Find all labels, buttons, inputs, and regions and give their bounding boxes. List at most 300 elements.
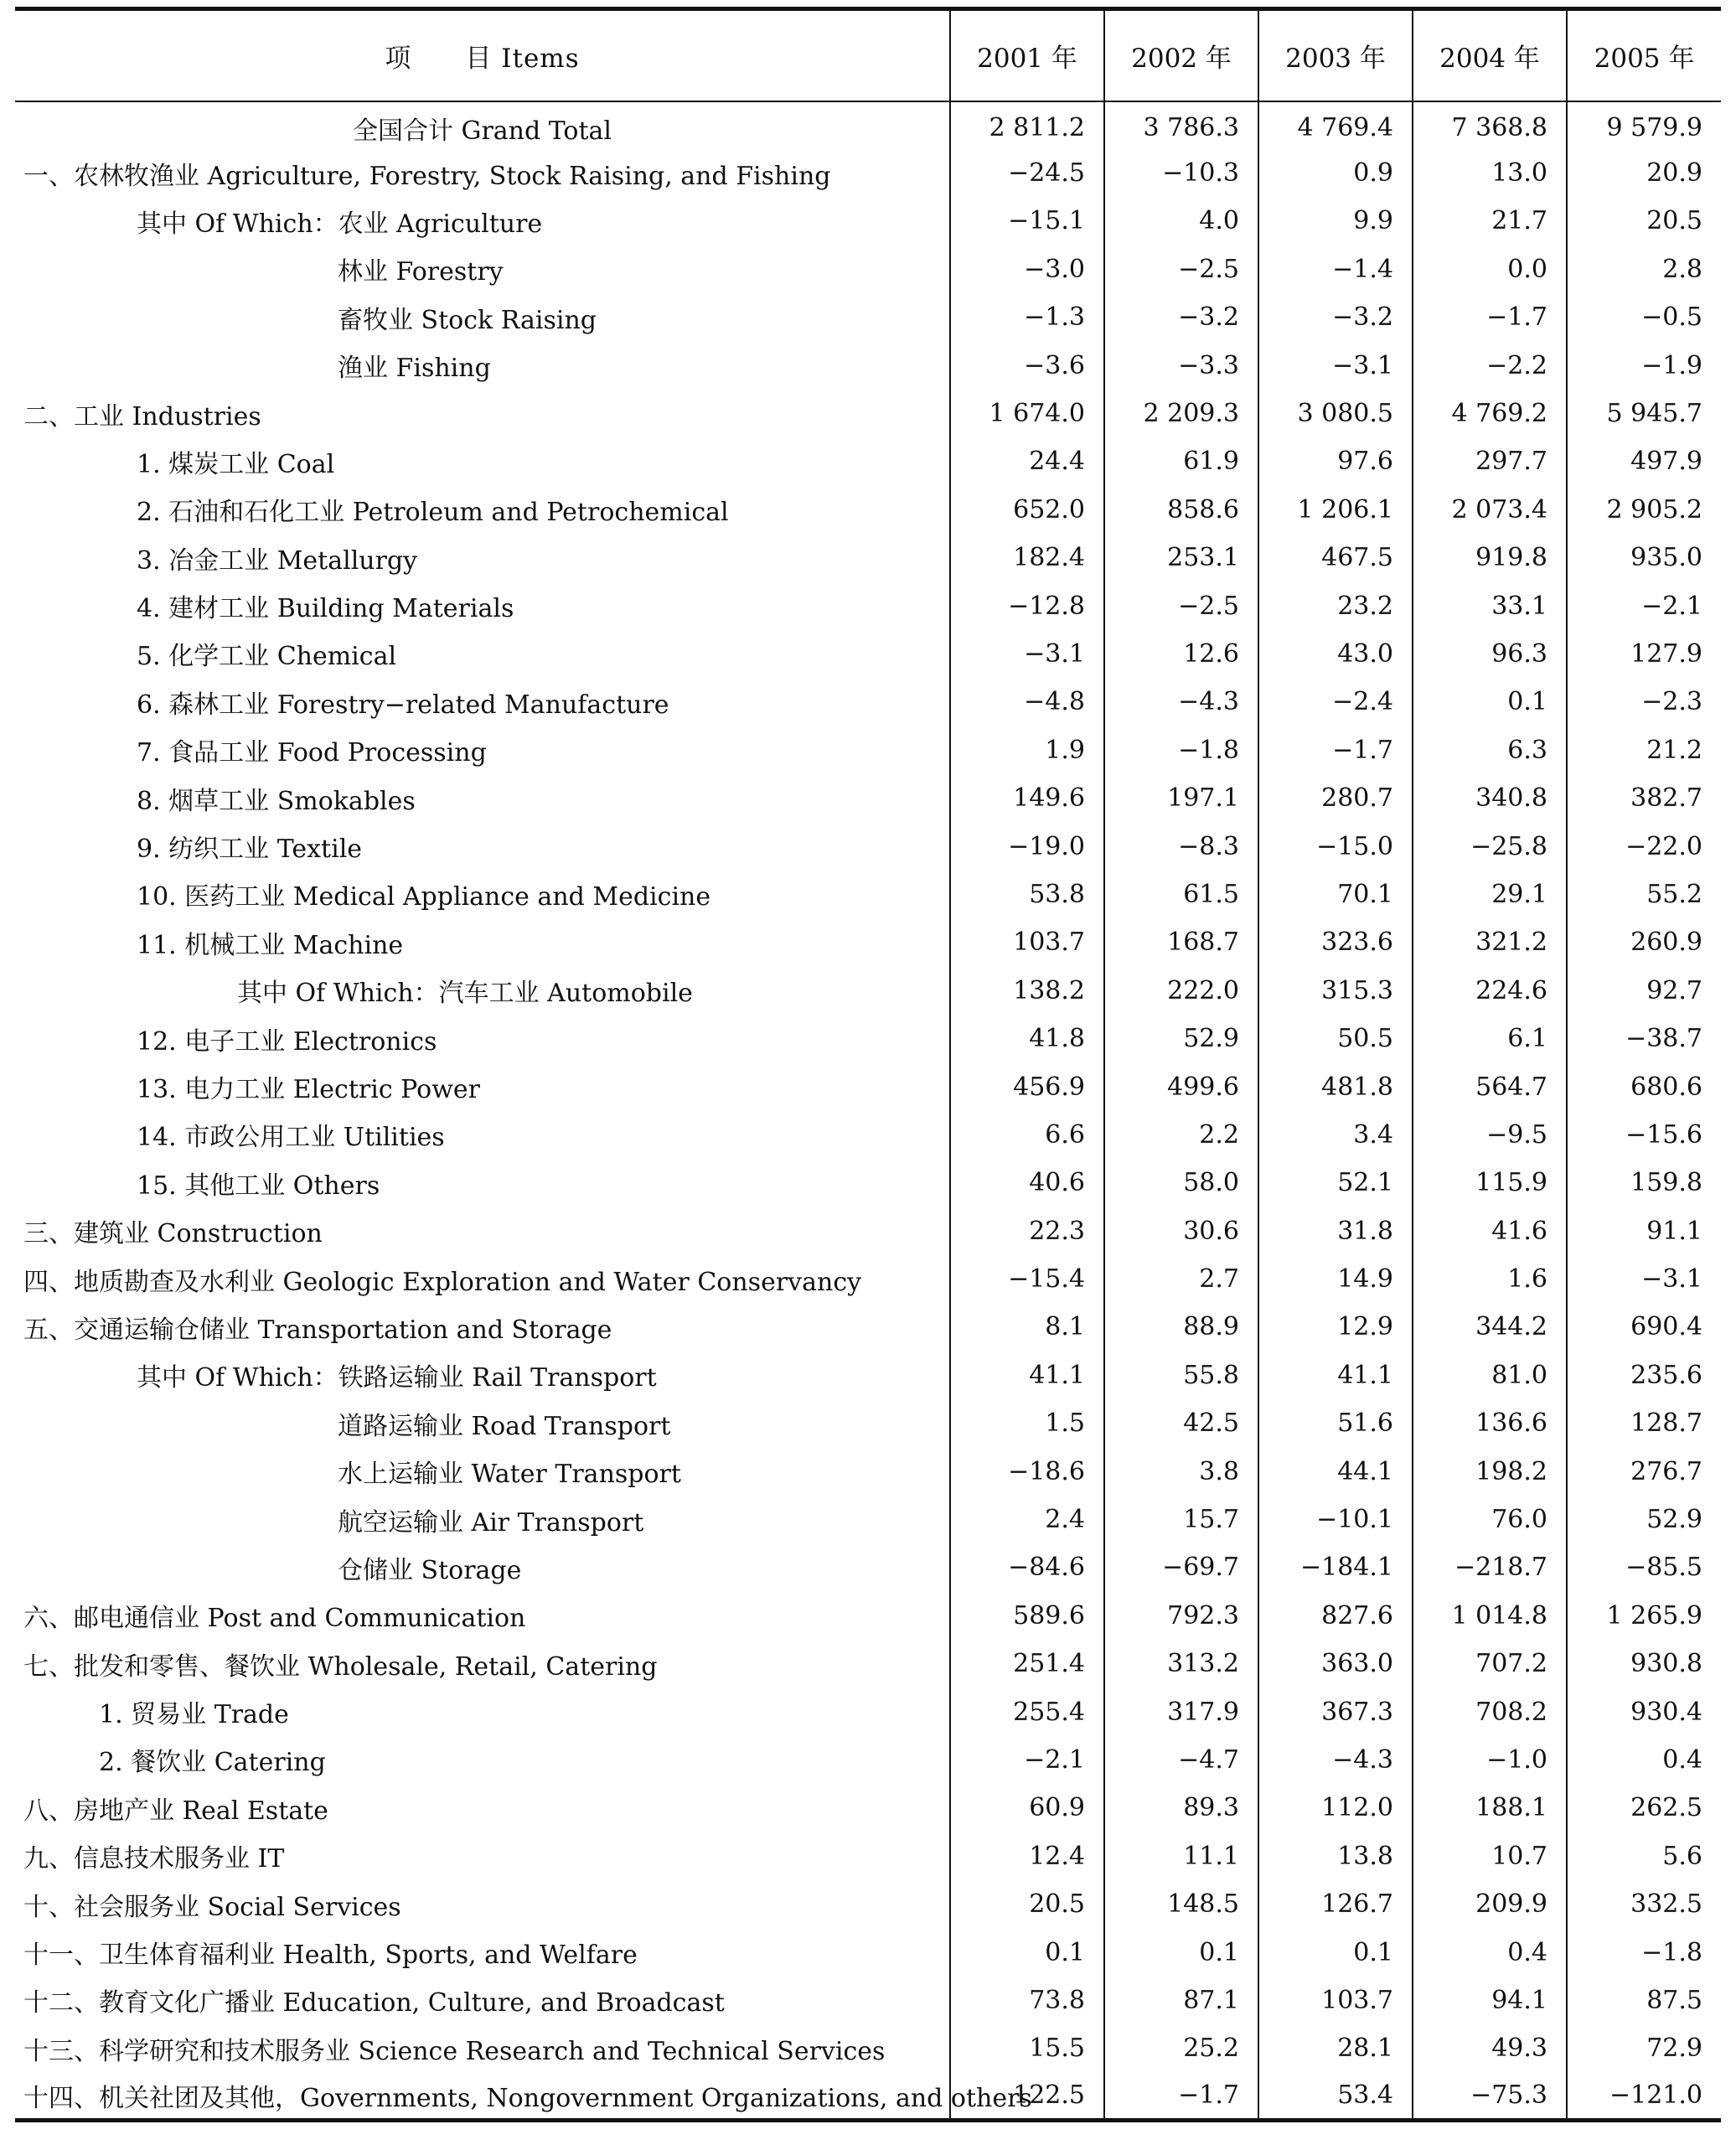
row-value: 13.8 <box>1258 1832 1413 1880</box>
row-value: −3.2 <box>1104 293 1258 341</box>
table-row <box>15 1977 1721 2024</box>
row-label: 5. 化学工业 Chemical <box>137 642 397 672</box>
row-value: 2 209.3 <box>1104 390 1258 437</box>
row-value: 9.9 <box>1258 197 1413 245</box>
row-value: 260.9 <box>1567 918 1721 966</box>
table-row <box>15 918 1721 966</box>
row-label: 林业 Forestry <box>338 257 504 287</box>
row-value: 12.9 <box>1258 1303 1413 1351</box>
row-value: 332.5 <box>1567 1880 1721 1928</box>
row-value: −12.8 <box>950 581 1104 629</box>
row-value: 53.8 <box>950 871 1104 918</box>
row-value: 159.8 <box>1567 1159 1721 1207</box>
row-value: 3.8 <box>1104 1447 1258 1495</box>
row-value: 321.2 <box>1413 918 1567 966</box>
row-label: 八、房地产业 Real Estate <box>23 1796 328 1826</box>
row-value: 24.4 <box>950 437 1104 485</box>
row-label: 13. 电力工业 Electric Power <box>137 1075 480 1104</box>
row-value: 930.8 <box>1567 1640 1721 1687</box>
row-value: 115.9 <box>1413 1159 1567 1207</box>
table-row <box>15 1736 1721 1784</box>
row-value: 10.7 <box>1413 1832 1567 1880</box>
row-value: −3.3 <box>1104 341 1258 389</box>
row-value: 42.5 <box>1104 1399 1258 1447</box>
row-value: 97.6 <box>1258 437 1413 485</box>
row-value: −1.0 <box>1413 1736 1567 1784</box>
row-value: 21.2 <box>1567 726 1721 774</box>
row-value: 340.8 <box>1413 774 1567 822</box>
row-value: 92.7 <box>1567 967 1721 1015</box>
row-value: −1.8 <box>1104 726 1258 774</box>
table-row <box>15 630 1721 678</box>
row-value: 0.1 <box>1413 678 1567 726</box>
row-value: 3 080.5 <box>1258 390 1413 437</box>
row-label: 仓储业 Storage <box>338 1555 522 1585</box>
row-value: 858.6 <box>1104 486 1258 534</box>
row-label: 航空运输业 Air Transport <box>338 1507 644 1538</box>
row-value: −1.4 <box>1258 245 1413 293</box>
row-label: 渔业 Fishing <box>338 354 491 384</box>
row-value: −3.0 <box>950 245 1104 293</box>
row-value: 827.6 <box>1258 1592 1413 1640</box>
row-value: −1.3 <box>950 293 1104 341</box>
row-value: 30.6 <box>1104 1207 1258 1254</box>
row-value: −10.3 <box>1104 149 1258 197</box>
row-value: 382.7 <box>1567 774 1721 822</box>
row-label: 1. 煤炭工业 Coal <box>137 449 335 479</box>
row-value: 224.6 <box>1413 967 1567 1015</box>
row-value: 76.0 <box>1413 1496 1567 1543</box>
row-value: 198.2 <box>1413 1447 1567 1495</box>
row-value: 20.9 <box>1567 149 1721 197</box>
table-row <box>15 1928 1721 1976</box>
row-value: −15.1 <box>950 197 1104 245</box>
table-row <box>15 726 1721 774</box>
row-value: 51.6 <box>1258 1399 1413 1447</box>
row-value: 315.3 <box>1258 967 1413 1015</box>
table-row <box>15 1352 1721 1399</box>
row-label: 六、邮电通信业 Post and Communication <box>23 1604 526 1634</box>
row-value: 15.5 <box>950 2024 1104 2072</box>
row-value: −2.1 <box>1567 581 1721 629</box>
row-value: 87.1 <box>1104 1977 1258 2024</box>
row-value: −2.2 <box>1413 341 1567 389</box>
row-value: 103.7 <box>1258 1977 1413 2024</box>
row-label: 8. 烟草工业 Smokables <box>137 786 416 816</box>
row-value: 0.9 <box>1258 149 1413 197</box>
table-row <box>15 871 1721 918</box>
row-label: 一、农林牧渔业 Agriculture, Forestry, Stock Raising, and Fishing <box>23 161 831 191</box>
table-row <box>15 1496 1721 1543</box>
row-value: −4.3 <box>1258 1736 1413 1784</box>
row-value: 168.7 <box>1104 918 1258 966</box>
row-value: −0.5 <box>1567 293 1721 341</box>
row-value: 50.5 <box>1258 1015 1413 1062</box>
row-value: −19.0 <box>950 822 1104 870</box>
row-value: 317.9 <box>1104 1687 1258 1735</box>
row-value: 6.3 <box>1413 726 1567 774</box>
header-year: 2002 年 <box>1104 9 1258 101</box>
row-value: 15.7 <box>1104 1496 1258 1543</box>
row-value: −184.1 <box>1258 1543 1413 1591</box>
row-value: 7 368.8 <box>1413 101 1567 149</box>
row-label: 4. 建材工业 Building Materials <box>137 594 514 624</box>
row-value: −69.7 <box>1104 1543 1258 1591</box>
row-value: 930.4 <box>1567 1687 1721 1735</box>
row-value: 55.2 <box>1567 871 1721 918</box>
row-label: 十二、教育文化广播业 Education, Culture, and Broadcast <box>23 1988 725 2018</box>
table-row <box>15 1543 1721 1591</box>
table-row <box>15 1880 1721 1928</box>
row-value: −218.7 <box>1413 1543 1567 1591</box>
table-row <box>15 1207 1721 1254</box>
data-table <box>15 7 1721 2122</box>
row-value: 919.8 <box>1413 534 1567 581</box>
row-value: 96.3 <box>1413 630 1567 678</box>
row-value: 60.9 <box>950 1784 1104 1832</box>
row-value: 126.7 <box>1258 1880 1413 1928</box>
table-row <box>15 2024 1721 2072</box>
row-label: 3. 冶金工业 Metallurgy <box>137 545 418 576</box>
row-value: 12.6 <box>1104 630 1258 678</box>
row-label: 9. 纺织工业 Textile <box>137 835 363 865</box>
row-value: −1.9 <box>1567 341 1721 389</box>
row-label: 十、社会服务业 Social Services <box>23 1892 401 1922</box>
row-value: 61.9 <box>1104 437 1258 485</box>
row-value: 262.5 <box>1567 1784 1721 1832</box>
row-value: −1.7 <box>1258 726 1413 774</box>
row-value: 33.1 <box>1413 581 1567 629</box>
row-label: 全国合计 Grand Total <box>352 116 612 146</box>
table-row <box>15 486 1721 534</box>
row-label: 五、交通运输仓储业 Transportation and Storage <box>23 1315 612 1345</box>
table-row <box>15 2073 1721 2121</box>
row-value: 253.1 <box>1104 534 1258 581</box>
row-value: 255.4 <box>950 1687 1104 1735</box>
row-value: −1.7 <box>1104 2073 1258 2121</box>
row-value: −9.5 <box>1413 1111 1567 1159</box>
table-row <box>15 341 1721 389</box>
row-value: 2.2 <box>1104 1111 1258 1159</box>
row-value: 103.7 <box>950 918 1104 966</box>
table-row <box>15 245 1721 293</box>
row-value: −4.7 <box>1104 1736 1258 1784</box>
row-value: 209.9 <box>1413 1880 1567 1928</box>
row-value: 52.9 <box>1104 1015 1258 1062</box>
row-value: 55.8 <box>1104 1352 1258 1399</box>
row-value: 1 265.9 <box>1567 1592 1721 1640</box>
row-label: 畜牧业 Stock Raising <box>338 305 597 335</box>
header-year: 2003 年 <box>1258 9 1413 101</box>
row-label: 其中 Of Which：农业 Agriculture <box>137 209 543 239</box>
row-value: 12.4 <box>950 1832 1104 1880</box>
table-row <box>15 967 1721 1015</box>
row-value: 1.6 <box>1413 1255 1567 1303</box>
row-value: 88.9 <box>1104 1303 1258 1351</box>
row-value: 40.6 <box>950 1159 1104 1207</box>
row-value: 31.8 <box>1258 1207 1413 1254</box>
row-value: 323.6 <box>1258 918 1413 966</box>
header-row <box>15 9 1721 101</box>
row-label: 11. 机械工业 Machine <box>137 930 404 960</box>
row-value: 367.3 <box>1258 1687 1413 1735</box>
row-value: −25.8 <box>1413 822 1567 870</box>
row-value: 708.2 <box>1413 1687 1567 1735</box>
row-value: 280.7 <box>1258 774 1413 822</box>
row-value: −8.3 <box>1104 822 1258 870</box>
row-label: 水上运输业 Water Transport <box>338 1460 681 1490</box>
row-value: −15.0 <box>1258 822 1413 870</box>
header-items: 项 目 Items <box>15 9 950 101</box>
row-value: 61.5 <box>1104 871 1258 918</box>
row-value: 182.4 <box>950 534 1104 581</box>
table-row <box>15 1303 1721 1351</box>
row-value: 8.1 <box>950 1303 1104 1351</box>
table-row <box>15 1784 1721 1832</box>
header-year: 2005 年 <box>1567 9 1721 101</box>
table-row <box>15 1111 1721 1159</box>
row-value: 652.0 <box>950 486 1104 534</box>
table-row <box>15 1159 1721 1207</box>
row-value: 136.6 <box>1413 1399 1567 1447</box>
row-label: 四、地质勘查及水利业 Geologic Exploration and Water Conservancy <box>23 1267 862 1297</box>
row-value: −2.3 <box>1567 678 1721 726</box>
row-value: 1 674.0 <box>950 390 1104 437</box>
row-value: 4 769.2 <box>1413 390 1567 437</box>
row-value: 9 579.9 <box>1567 101 1721 149</box>
row-value: 72.9 <box>1567 2024 1721 2072</box>
row-value: 128.7 <box>1567 1399 1721 1447</box>
table-body <box>15 101 1721 2121</box>
row-label: 十四、机关社团及其他，Governments, Nongovernment Organizations, and others <box>15 2073 950 2121</box>
row-value: −2.4 <box>1258 678 1413 726</box>
row-value: −1.8 <box>1567 1928 1721 1976</box>
row-value: 707.2 <box>1413 1640 1567 1687</box>
row-value: −3.1 <box>1567 1255 1721 1303</box>
row-value: 499.6 <box>1104 1062 1258 1110</box>
row-value: 4.0 <box>1104 197 1258 245</box>
row-value: 276.7 <box>1567 1447 1721 1495</box>
row-label: 其中 Of Which：铁路运输业 Rail Transport <box>137 1363 657 1393</box>
row-value: 112.0 <box>1258 1784 1413 1832</box>
row-value: 41.1 <box>1258 1352 1413 1399</box>
row-value: 49.3 <box>1413 2024 1567 2072</box>
row-value: 2 811.2 <box>950 101 1104 149</box>
row-value: −75.3 <box>1413 2073 1567 2121</box>
row-value: 58.0 <box>1104 1159 1258 1207</box>
row-value: 456.9 <box>950 1062 1104 1110</box>
row-value: 467.5 <box>1258 534 1413 581</box>
row-value: 44.1 <box>1258 1447 1413 1495</box>
table-row <box>15 581 1721 629</box>
row-label: 15. 其他工业 Others <box>137 1171 380 1201</box>
table-row <box>15 534 1721 581</box>
row-value: 6.6 <box>950 1111 1104 1159</box>
row-value: −24.5 <box>950 149 1104 197</box>
header-year: 2004 年 <box>1413 9 1567 101</box>
row-value: 197.1 <box>1104 774 1258 822</box>
table-row <box>15 1687 1721 1735</box>
row-value: 2 073.4 <box>1413 486 1567 534</box>
row-value: 41.6 <box>1413 1207 1567 1254</box>
row-value: 122.5 <box>950 2073 1104 2121</box>
row-value: −121.0 <box>1567 2073 1721 2121</box>
row-value: 5.6 <box>1567 1832 1721 1880</box>
row-value: 13.0 <box>1413 149 1567 197</box>
row-label: 其中 Of Which：汽车工业 Automobile <box>237 979 693 1009</box>
row-value: −10.1 <box>1258 1496 1413 1543</box>
row-value: 148.5 <box>1104 1880 1258 1928</box>
table-row <box>15 678 1721 726</box>
table-row <box>15 1640 1721 1687</box>
row-value: 52.9 <box>1567 1496 1721 1543</box>
row-value: 344.2 <box>1413 1303 1567 1351</box>
row-value: 14.9 <box>1258 1255 1413 1303</box>
row-value: −3.6 <box>950 341 1104 389</box>
row-value: 3.4 <box>1258 1111 1413 1159</box>
table-row <box>15 1255 1721 1303</box>
row-value: 0.1 <box>1104 1928 1258 1976</box>
table-row <box>15 1399 1721 1447</box>
row-label: 七、批发和零售、餐饮业 Wholesale, Retail, Catering <box>23 1651 658 1682</box>
row-value: 73.8 <box>950 1977 1104 2024</box>
row-value: 29.1 <box>1413 871 1567 918</box>
row-value: −22.0 <box>1567 822 1721 870</box>
row-value: 22.3 <box>950 1207 1104 1254</box>
row-value: 53.4 <box>1258 2073 1413 2121</box>
row-label: 道路运输业 Road Transport <box>338 1411 671 1441</box>
row-value: 222.0 <box>1104 967 1258 1015</box>
row-value: 149.6 <box>950 774 1104 822</box>
table-row <box>15 774 1721 822</box>
row-value: 5 945.7 <box>1567 390 1721 437</box>
table-row <box>15 149 1721 197</box>
row-value: 52.1 <box>1258 1159 1413 1207</box>
row-value: 0.0 <box>1413 245 1567 293</box>
row-value: 2.4 <box>950 1496 1104 1543</box>
row-value: 589.6 <box>950 1592 1104 1640</box>
row-value: 127.9 <box>1567 630 1721 678</box>
row-label: 1. 贸易业 Trade <box>99 1700 289 1730</box>
row-value: 1 014.8 <box>1413 1592 1567 1640</box>
row-value: 1.9 <box>950 726 1104 774</box>
row-value: 251.4 <box>950 1640 1104 1687</box>
row-value: 21.7 <box>1413 197 1567 245</box>
table-row <box>15 101 1721 149</box>
row-label: 14. 市政公用工业 Utilities <box>137 1123 445 1153</box>
row-value: 11.1 <box>1104 1832 1258 1880</box>
row-value: 3 786.3 <box>1104 101 1258 149</box>
row-label: 2. 餐饮业 Catering <box>99 1748 326 1778</box>
row-value: −84.6 <box>950 1543 1104 1591</box>
row-value: 235.6 <box>1567 1352 1721 1399</box>
header-year: 2001 年 <box>950 9 1104 101</box>
row-value: 481.8 <box>1258 1062 1413 1110</box>
row-label: 三、建筑业 Construction <box>23 1219 323 1249</box>
row-value: 0.1 <box>1258 1928 1413 1976</box>
row-label: 二、工业 Industries <box>23 401 261 432</box>
row-value: 0.4 <box>1567 1736 1721 1784</box>
row-value: 363.0 <box>1258 1640 1413 1687</box>
table-row <box>15 293 1721 341</box>
row-value: −2.5 <box>1104 581 1258 629</box>
table-row <box>15 1447 1721 1495</box>
row-label: 十一、卫生体育福利业 Health, Sports, and Welfare <box>23 1941 638 1971</box>
row-value: 20.5 <box>950 1880 1104 1928</box>
row-value: −2.1 <box>950 1736 1104 1784</box>
row-value: −15.6 <box>1567 1111 1721 1159</box>
table-row <box>15 1592 1721 1640</box>
row-value: 25.2 <box>1104 2024 1258 2072</box>
row-value: −1.7 <box>1413 293 1567 341</box>
row-value: 6.1 <box>1413 1015 1567 1062</box>
row-label: 九、信息技术服务业 IT <box>23 1844 285 1874</box>
row-value: 41.1 <box>950 1352 1104 1399</box>
row-value: 138.2 <box>950 967 1104 1015</box>
row-label: 6. 森林工业 Forestry−related Manufacture <box>137 690 669 720</box>
row-label: 7. 食品工业 Food Processing <box>137 738 487 768</box>
table-row <box>15 1832 1721 1880</box>
row-label: 10. 医药工业 Medical Appliance and Medicine <box>137 882 711 912</box>
row-value: 680.6 <box>1567 1062 1721 1110</box>
row-value: 497.9 <box>1567 437 1721 485</box>
row-value: 43.0 <box>1258 630 1413 678</box>
row-label: 十三、科学研究和技术服务业 Science Research and Technical Services <box>23 2036 886 2066</box>
row-value: 70.1 <box>1258 871 1413 918</box>
row-value: −15.4 <box>950 1255 1104 1303</box>
row-value: 313.2 <box>1104 1640 1258 1687</box>
row-value: −3.1 <box>950 630 1104 678</box>
row-value: 81.0 <box>1413 1352 1567 1399</box>
table-row <box>15 1062 1721 1110</box>
row-value: 1 206.1 <box>1258 486 1413 534</box>
table-row <box>15 822 1721 870</box>
table-row <box>15 1015 1721 1062</box>
row-value: −4.3 <box>1104 678 1258 726</box>
row-value: 0.1 <box>950 1928 1104 1976</box>
row-label: 2. 石油和石化工业 Petroleum and Petrochemical <box>137 498 729 528</box>
row-value: 1.5 <box>950 1399 1104 1447</box>
row-value: 91.1 <box>1567 1207 1721 1254</box>
row-value: 0.4 <box>1413 1928 1567 1976</box>
row-value: 690.4 <box>1567 1303 1721 1351</box>
row-value: 23.2 <box>1258 581 1413 629</box>
row-label: 12. 电子工业 Electronics <box>137 1026 437 1057</box>
row-value: −38.7 <box>1567 1015 1721 1062</box>
row-value: 87.5 <box>1567 1977 1721 2024</box>
table-row <box>15 437 1721 485</box>
row-value: 792.3 <box>1104 1592 1258 1640</box>
row-value: 20.5 <box>1567 197 1721 245</box>
row-value: 297.7 <box>1413 437 1567 485</box>
table-row <box>15 390 1721 437</box>
row-value: 4 769.4 <box>1258 101 1413 149</box>
row-value: 2.8 <box>1567 245 1721 293</box>
row-value: 935.0 <box>1567 534 1721 581</box>
row-value: 2 905.2 <box>1567 486 1721 534</box>
row-value: 41.8 <box>950 1015 1104 1062</box>
row-value: 564.7 <box>1413 1062 1567 1110</box>
row-value: 94.1 <box>1413 1977 1567 2024</box>
row-value: 89.3 <box>1104 1784 1258 1832</box>
row-value: 2.7 <box>1104 1255 1258 1303</box>
row-value: 188.1 <box>1413 1784 1567 1832</box>
table-row <box>15 197 1721 245</box>
row-value: −4.8 <box>950 678 1104 726</box>
row-value: −2.5 <box>1104 245 1258 293</box>
row-value: 28.1 <box>1258 2024 1413 2072</box>
row-value: −18.6 <box>950 1447 1104 1495</box>
